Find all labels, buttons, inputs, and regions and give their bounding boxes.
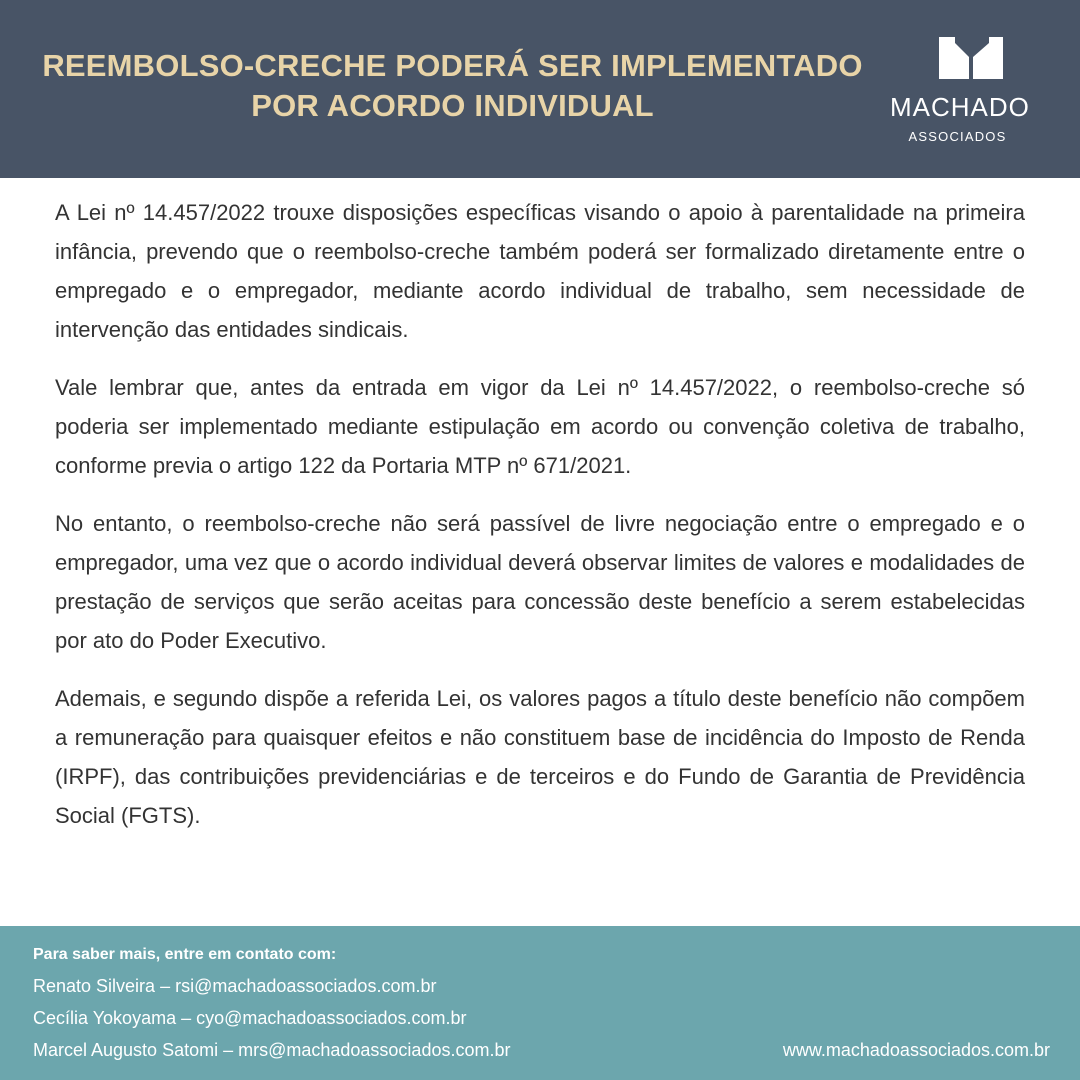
contact-marcel[interactable]: Marcel Augusto Satomi – mrs@machadoassociados.com.br: [33, 1040, 511, 1060]
machado-associados-logo: [890, 34, 1030, 149]
logo-subtitle: ASSOCIADOS: [908, 129, 1007, 144]
contact-heading: Para saber mais, entre em contato com:: [33, 946, 337, 963]
title-line-1: REEMBOLSO-CRECHE PODERÁ SER IMPLEMENTADO: [42, 48, 863, 83]
m-mark-icon: [939, 37, 1003, 79]
contact-renato[interactable]: Renato Silveira – rsi@machadoassociados.com.br: [33, 976, 437, 996]
website-link[interactable]: www.machadoassociados.com.br: [782, 1040, 1050, 1060]
title-line-2: POR ACORDO INDIVIDUAL: [251, 88, 654, 123]
article-body: [55, 193, 1025, 854]
header-banner: [0, 0, 1080, 178]
logo-name: MACHADO: [890, 92, 1030, 122]
paragraph-4: Ademais, e segundo dispõe a referida Lei, os valores pagos a título deste benefício não compõem a remuneração para quaisquer efeitos e não constituem base de incidência do Imposto de Renda (IRPF), das contribuições previdenciárias e de terceiros e do Fundo de Garantia de Previdência Social (FGTS).: [55, 686, 1025, 828]
paragraph-2: Vale lembrar que, antes da entrada em vigor da Lei nº 14.457/2022, o reembolso-creche só poderia ser implementado mediante estipulação em acordo ou convenção coletiva de trabalho, conforme previa o artigo 122 da Portaria MTP nº 671/2021.: [55, 375, 1025, 478]
contact-cecilia[interactable]: Cecília Yokoyama – cyo@machadoassociados.com.br: [33, 1008, 467, 1028]
paragraph-1: A Lei nº 14.457/2022 trouxe disposições específicas visando o apoio à parentalidade na primeira infância, prevendo que o reembolso-creche também poderá ser formalizado diretamente entre o empregado e o empregador, mediante acordo individual de trabalho, sem necessidade de intervenção das entidades sindicais.: [55, 200, 1025, 342]
page-title: [40, 46, 865, 126]
paragraph-3: No entanto, o reembolso-creche não será passível de livre negociação entre o empregado e o empregador, uma vez que o acordo individual deverá observar limites de valores e modalidades de prestação de serviços que serão aceitas para concessão deste benefício a serem estabelecidas por ato do Poder Executivo.: [55, 511, 1025, 653]
